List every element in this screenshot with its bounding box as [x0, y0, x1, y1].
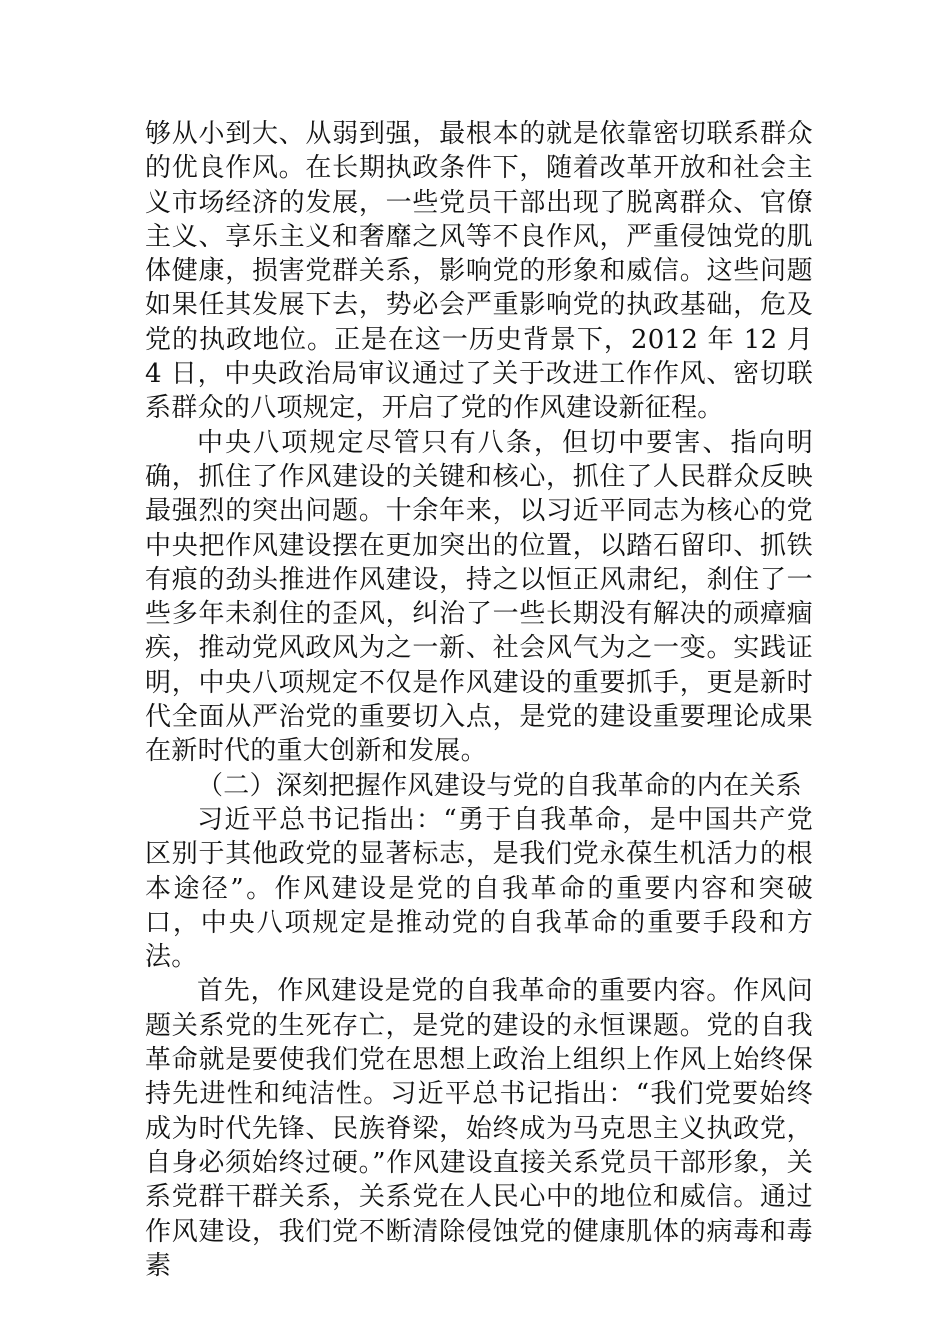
document-body [145, 117, 813, 1283]
section-subheading: （二）深刻把握作风建设与党的自我革命的内在关系 [197, 770, 802, 801]
paragraph-continued: 够从小到大、从弱到强，最根本的就是依靠密切联系群众的优良作风。在长期执政条件下，随着改革开放和社会主义市场经济的发展，一些党员干部出现了脱离群众、官僚主义、享乐主义和奢靡之风等不良作风，严重侵蚀党的肌体健康，损害党群关系，影响党的形象和威信。这些问题如果任其发展下去，势必会严重影响党的执政基础，危及党的执政地位。正是在这一历史背景下，2012 年 12 月 4 日，中央政治局审议通过了关于改进工作作风、密切联系群众的八项规定，开启了党的作风建设新征程。 [145, 119, 813, 424]
paragraph-first-point: 首先，作风建设是党的自我革命的重要内容。作风问题关系党的生死存亡，是党的建设的永恒课题。党的自我革命就是要使我们党在思想上政治上组织上作风上始终保持先进性和纯洁性。习近平总书记指出：“我们党要始终成为时代先锋、民族脊梁，始终成为马克思主义执政党，自身必须始终过硬。”作风建设直接关系党员干部形象，关系党群干群关系，关系党在人民心中的地位和威信。通过作风建设，我们党不断清除侵蚀党的健康肌体的病毒和毒素 [145, 976, 813, 1281]
paragraph-self-revolution: 习近平总书记指出：“勇于自我革命，是中国共产党区别于其他政党的显著标志，是我们党永葆生机活力的根本途径”。作风建设是党的自我革命的重要内容和突破口，中央八项规定是推动党的自我革命的重要手段和方法。 [145, 804, 813, 973]
paragraph-eight-regulations: 中央八项规定尽管只有八条，但切中要害、指向明确，抓住了作风建设的关键和核心，抓住了人民群众反映最强烈的突出问题。十余年来，以习近平同志为核心的党中央把作风建设摆在更加突出的位置，以踏石留印、抓铁有痕的劲头推进作风建设，持之以恒正风肃纪，刹住了一些多年未刹住的歪风，纠治了一些长期没有解决的顽瘴痼疾，推动党风政风为之一新、社会风气为之一变。实践证明，中央八项规定不仅是作风建设的重要抓手，更是新时代全面从严治党的重要切入点，是党的建设重要理论成果在新时代的重大创新和发展。 [145, 427, 813, 767]
